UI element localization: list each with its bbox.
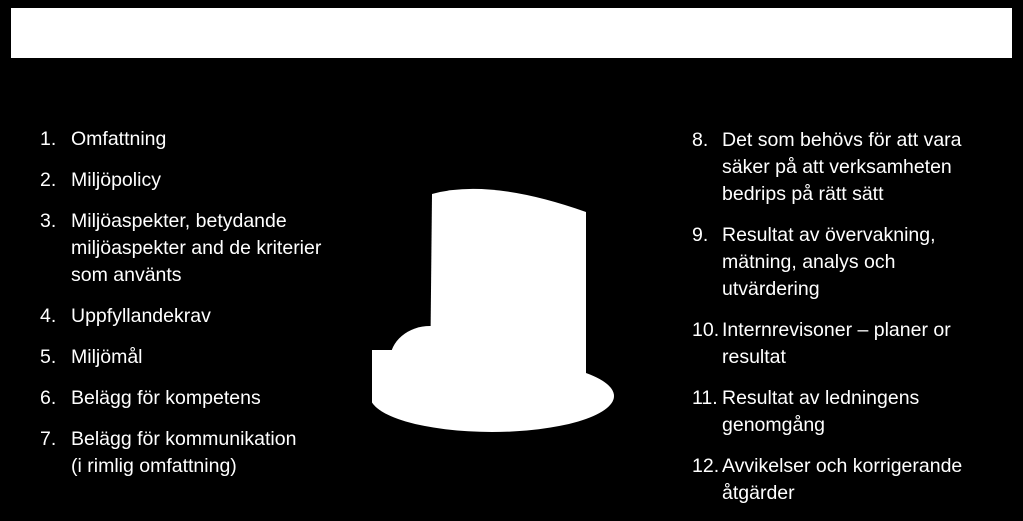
- item-text: [722, 222, 1012, 303]
- item-line: säker på att verksamheten: [722, 156, 952, 178]
- list-item: [692, 317, 1012, 371]
- item-line: utvärdering: [722, 278, 820, 300]
- item-line: Resultat av övervakning,: [722, 224, 936, 246]
- item-text: [722, 453, 1012, 507]
- list-item: [692, 453, 1012, 507]
- item-text: Belägg för kompetens: [71, 387, 261, 409]
- list-item: [40, 208, 360, 289]
- item-line: bedrips på rätt sätt: [722, 183, 884, 205]
- item-number: 11.: [692, 387, 718, 409]
- list-item: [40, 385, 360, 412]
- item-number: 2.: [40, 169, 57, 191]
- item-line: åtgärder: [722, 482, 795, 504]
- item-line: mätning, analys och: [722, 251, 896, 273]
- item-number: 1.: [40, 128, 57, 150]
- item-number: 8.: [692, 129, 709, 151]
- machine-illustration: [372, 182, 614, 432]
- item-number: 12.: [692, 455, 720, 477]
- item-text: Miljöpolicy: [71, 169, 161, 191]
- item-text: Omfattning: [71, 128, 167, 150]
- item-number: 7.: [40, 428, 57, 450]
- item-text: Uppfyllandekrav: [71, 305, 211, 327]
- item-line: Det som behövs för att vara: [722, 129, 962, 151]
- list-item: [692, 127, 1012, 208]
- machine-spout: [372, 350, 402, 394]
- item-text: [71, 208, 360, 289]
- list-item: [40, 167, 360, 194]
- item-text: [722, 127, 1012, 208]
- item-line: Resultat av ledningens: [722, 387, 920, 409]
- item-number: 4.: [40, 305, 57, 327]
- item-text: [722, 385, 1012, 439]
- item-text: Miljömål: [71, 346, 143, 368]
- item-number: 10.: [692, 319, 720, 341]
- list-item: [692, 385, 1012, 439]
- list-item: [40, 126, 360, 153]
- item-line: Miljöaspekter, betydande: [71, 210, 287, 232]
- list-item: [40, 303, 360, 330]
- item-line: miljöaspekter and de kriterier: [71, 237, 322, 259]
- item-line: (i rimlig omfattning): [71, 455, 237, 477]
- left-requirements-list: [40, 126, 360, 480]
- item-line: som använts: [71, 264, 182, 286]
- item-text: [722, 317, 1012, 371]
- item-line: Avvikelser och korrigerande: [722, 455, 963, 477]
- item-number: 3.: [40, 210, 57, 232]
- list-item: [40, 344, 360, 371]
- item-number: 5.: [40, 346, 57, 368]
- item-line: Internrevisoner – planer or: [722, 319, 951, 341]
- right-requirements-list: [692, 127, 1012, 507]
- item-number: 6.: [40, 387, 57, 409]
- title-bar: [11, 8, 1012, 58]
- item-line: Belägg för kommunikation: [71, 428, 297, 450]
- list-item: [40, 426, 360, 480]
- item-line: genomgång: [722, 414, 826, 436]
- list-item: [692, 222, 1012, 303]
- item-line: resultat: [722, 346, 786, 368]
- item-number: 9.: [692, 224, 709, 246]
- item-text: [71, 426, 360, 480]
